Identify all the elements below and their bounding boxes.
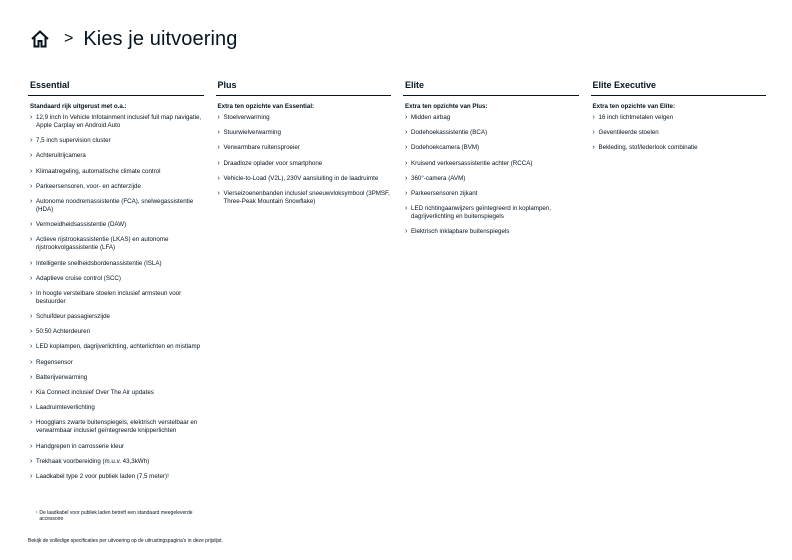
chevron-right-icon: ›: [405, 189, 408, 197]
feature-text: Adaptieve cruise control (SCC): [36, 274, 121, 282]
feature-text: Autonome noodremassistentie (FCA), snelwegassistentie (HDA): [36, 197, 194, 213]
feature-list: [216, 114, 392, 206]
column-title: Essential: [28, 80, 204, 96]
chevron-right-icon: ›: [30, 472, 33, 480]
feature-text: Parkeersensoren zijkant: [411, 189, 478, 197]
feature-item: [591, 144, 767, 152]
chevron-right-icon: ›: [405, 144, 408, 152]
feature-item: [28, 443, 204, 451]
trim-column: [403, 80, 579, 488]
feature-text: Kruisend verkeersassistentie achter (RCCA): [411, 159, 533, 167]
feature-text: Intelligente snelheidsbordenassistentie (ISLA): [36, 259, 162, 267]
chevron-right-icon: ›: [592, 144, 595, 152]
feature-text: Dodehoekassistentie (BCA): [411, 129, 488, 137]
feature-item: [216, 129, 392, 137]
feature-text: Vehicle-to-Load (V2L), 230V aansluiting in de laadruimte: [223, 174, 379, 182]
breadcrumb: [30, 24, 237, 54]
feature-text: Geventileerde stoelen: [598, 129, 659, 137]
feature-item: [403, 144, 579, 152]
feature-text: In hoogte verstelbare stoelen inclusief armsteun voor bestuurder: [36, 289, 182, 305]
feature-text: 50:50 Achterdeuren: [36, 328, 91, 336]
page-title: Kies je uitvoering: [83, 27, 238, 50]
feature-item: [28, 389, 204, 397]
feature-item: [28, 137, 204, 145]
column-title: Plus: [216, 80, 392, 96]
chevron-right-icon: ›: [405, 114, 408, 121]
chevron-right-icon: ›: [30, 289, 33, 297]
feature-item: [28, 343, 204, 351]
feature-item: [28, 359, 204, 367]
chevron-right-icon: ›: [405, 129, 408, 137]
feature-text: Midden airbag: [411, 114, 451, 121]
feature-list: [403, 114, 579, 236]
chevron-right-icon: ›: [30, 328, 33, 336]
feature-item: [28, 419, 204, 435]
feature-text: Vermoeidheidsassistentie (DAW): [36, 221, 127, 229]
feature-item: [28, 168, 204, 176]
chevron-right-icon: ›: [30, 152, 33, 160]
trim-columns: [28, 80, 766, 488]
chevron-right-icon: ›: [592, 114, 595, 121]
feature-item: [403, 228, 579, 236]
chevron-right-icon: ›: [217, 159, 220, 167]
feature-text: Actieve rijstrookassistentie (LKAS) en autonome rijstrookvolgassistentie (LFA): [36, 236, 169, 252]
chevron-right-icon: ›: [30, 114, 33, 121]
feature-item: [28, 152, 204, 160]
chevron-right-icon: ›: [30, 274, 33, 282]
feature-text: Verwarmbare ruitensproeier: [223, 144, 300, 152]
feature-item: [403, 160, 579, 168]
feature-item: [216, 144, 392, 152]
feature-item: [403, 175, 579, 183]
feature-item: [28, 458, 204, 466]
feature-text: 12,9 inch In Vehicle Infotainment inclusief full map navigatie, Apple Carplay en Android Auto: [36, 114, 202, 129]
chevron-right-icon: ›: [405, 205, 408, 213]
trim-column: [216, 80, 392, 488]
feature-item: [28, 236, 204, 252]
bottom-note: Bekijk de volledige specificaties per uitvoering op de uitrustingspagina's in deze prijslijst.: [28, 538, 223, 544]
column-intro: Extra ten opzichte van Essential:: [217, 103, 315, 110]
feature-item: [403, 190, 579, 198]
chevron-right-icon: ›: [405, 174, 408, 182]
trim-column: [591, 80, 767, 488]
feature-text: Trekhaak voorbereiding (m.u.v. 43,3kWh): [36, 457, 150, 465]
feature-text: Hoogglans zwarte buitenspiegels, elektrisch verstelbaar en verwarmbaar inclusief geïntegreerde knipperlichten: [36, 419, 198, 435]
chevron-right-icon: ›: [592, 129, 595, 137]
feature-text: Laadruimteverlichting: [36, 404, 95, 412]
chevron-right-icon: ›: [30, 343, 33, 351]
feature-text: Parkeersensoren, voor- en achterzijde: [36, 182, 141, 190]
feature-item: [28, 473, 204, 481]
feature-item: [216, 175, 392, 183]
chevron-right-icon: ›: [217, 189, 220, 197]
chevron-right-icon: ›: [30, 419, 33, 427]
feature-text: Handgrepen in carrosserie kleur: [36, 442, 125, 450]
chevron-right-icon: ›: [30, 259, 33, 267]
column-intro: Extra ten opzichte van Elite:: [592, 103, 676, 110]
feature-item: [28, 328, 204, 336]
feature-list: [28, 114, 204, 481]
feature-item: [28, 114, 204, 130]
footnote-text: De laadkabel voor publiek laden betreft een standaard meegeleverde accessoire: [39, 510, 193, 523]
feature-item: [591, 129, 767, 137]
chevron-right-icon: ›: [30, 236, 33, 244]
feature-text: 16 inch lichtmetalen velgen: [598, 114, 674, 121]
chevron-right-icon: ›: [30, 457, 33, 465]
feature-text: Batterijverwarming: [36, 373, 88, 381]
feature-text: Regensensor: [36, 358, 73, 366]
feature-item: [216, 160, 392, 168]
breadcrumb-separator: >: [64, 30, 74, 47]
feature-text: Elektrisch inklapbare buitenspiegels: [411, 228, 510, 236]
chevron-right-icon: ›: [30, 221, 33, 229]
chevron-right-icon: ›: [405, 228, 408, 236]
trim-column: [28, 80, 204, 488]
feature-item: [28, 313, 204, 321]
feature-item: [28, 290, 204, 306]
feature-text: Dodehoekcamera (BVM): [411, 144, 480, 152]
column-title: Elite Executive: [591, 80, 767, 96]
chevron-right-icon: ›: [405, 159, 408, 167]
feature-text: Kia Connect inclusief Over The Air updates: [36, 389, 154, 396]
feature-text: Klimaatregeling, automatische climate control: [36, 167, 161, 175]
chevron-right-icon: ›: [30, 404, 33, 412]
chevron-right-icon: ›: [30, 167, 33, 175]
chevron-right-icon: ›: [217, 114, 220, 121]
feature-item: [28, 374, 204, 382]
feature-text: Vierseizoenenbanden inclusief sneeuwvloksymbool (3PMSF, Three-Peak Mountain Snowflake): [223, 189, 390, 205]
column-title: Elite: [403, 80, 579, 96]
feature-text: 7,5 inch supervision cluster: [36, 137, 111, 145]
feature-text: Schuifdeur passagierszijde: [36, 313, 110, 321]
feature-item: [403, 129, 579, 137]
feature-item: [216, 114, 392, 122]
chevron-right-icon: ›: [30, 197, 33, 205]
feature-item: [216, 190, 392, 206]
chevron-right-icon: ›: [30, 373, 33, 381]
feature-item: [28, 198, 204, 214]
feature-item: [403, 205, 579, 221]
feature-text: Stoelverwarming: [223, 114, 270, 121]
footnote: [36, 510, 196, 522]
chevron-right-icon: ›: [217, 144, 220, 152]
feature-text: LED koplampen, dagrijverlichting, achterlichten en mistlamp: [36, 343, 201, 351]
chevron-right-icon: ›: [217, 174, 220, 182]
feature-text: LED richtingaanwijzers geïntegreerd in koplampen, dagrijverlichting en buitenspiegels: [411, 205, 551, 221]
feature-item: [591, 114, 767, 122]
feature-text: Achteruitrijcamera: [36, 152, 86, 160]
column-intro: Standaard rijk uitgerust met o.a.:: [30, 103, 127, 110]
chevron-right-icon: ›: [30, 313, 33, 321]
feature-list: [591, 114, 767, 152]
chevron-right-icon: ›: [30, 442, 33, 450]
home-icon[interactable]: [30, 29, 50, 49]
feature-text: Bekleding, stof/lederlook combinatie: [598, 144, 698, 152]
chevron-right-icon: ›: [30, 389, 33, 396]
feature-text: 360°-camera (AVM): [411, 174, 466, 182]
feature-item: [28, 404, 204, 412]
feature-item: [28, 221, 204, 229]
feature-item: [403, 114, 579, 122]
chevron-right-icon: ›: [30, 182, 33, 190]
feature-text: Laadkabel type 2 voor publiek laden (7,5 meter)¹: [36, 472, 170, 480]
feature-item: [28, 260, 204, 268]
feature-item: [28, 183, 204, 191]
chevron-right-icon: ›: [30, 137, 33, 145]
column-intro: Extra ten opzichte van Plus:: [405, 103, 488, 110]
feature-text: Draadloze oplader voor smartphone: [223, 159, 323, 167]
feature-text: Stuurwielverwarming: [223, 129, 281, 137]
chevron-right-icon: ›: [217, 129, 220, 137]
chevron-right-icon: ›: [30, 358, 33, 366]
feature-item: [28, 275, 204, 283]
footnote-mark: ¹: [36, 510, 38, 515]
